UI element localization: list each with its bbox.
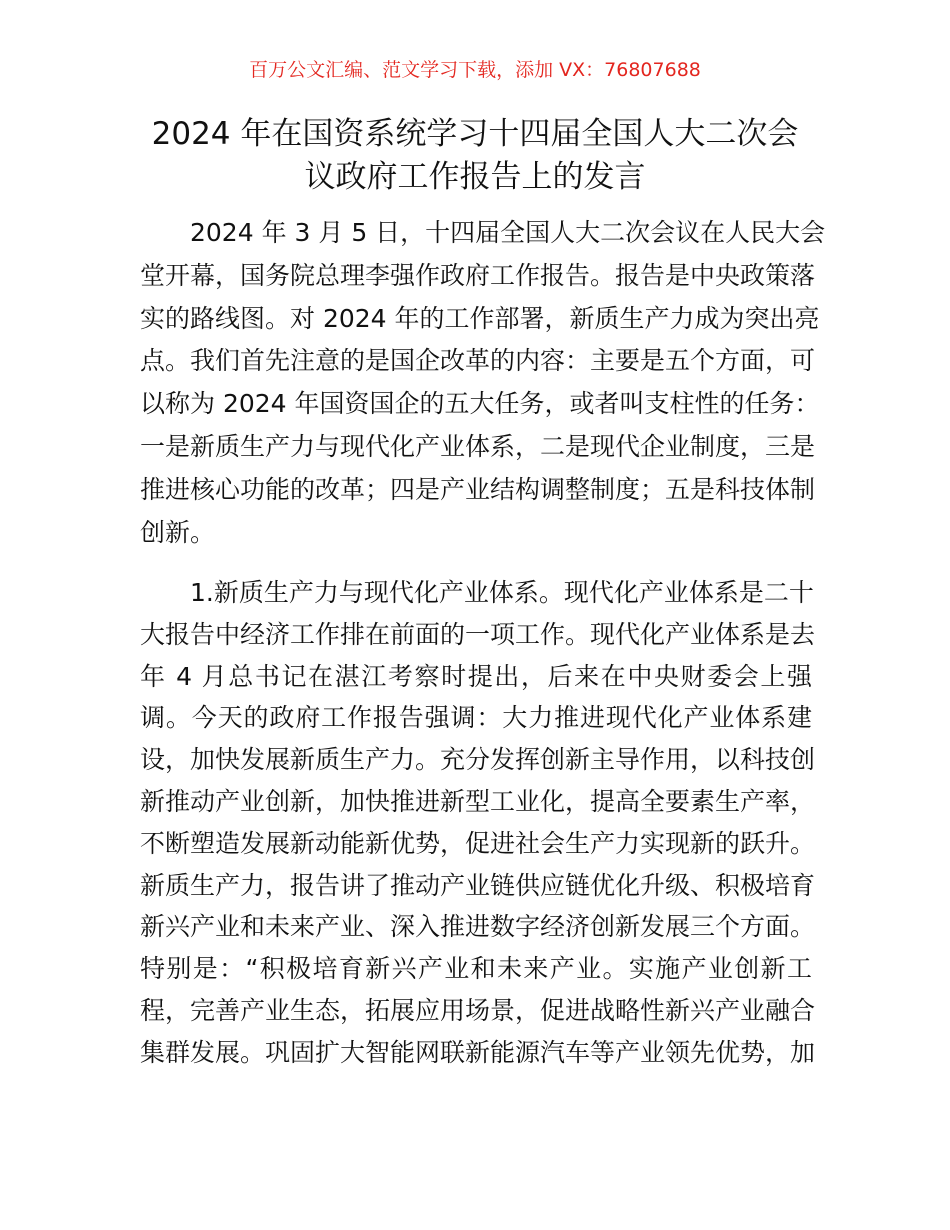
- text-line: 1.新质生产力与现代化产业体系。现代化产业体系是二十: [190, 578, 814, 607]
- watermark-header: 百万公文汇编、范文学习下载，添加 VX：76807688: [249, 59, 701, 81]
- text-line: 设，加快发展新质生产力。充分发挥创新主导作用，以科技创: [140, 745, 816, 775]
- text-line: 堂开幕，国务院总理李强作政府工作报告。报告是中央政策落: [140, 260, 816, 290]
- text-line: 大报告中经济工作排在前面的一项工作。现代化产业体系是去: [140, 619, 816, 649]
- title-line: 2024 年在国资系统学习十四届全国人大二次会: [151, 116, 799, 152]
- paragraph-section-1: [140, 572, 816, 1074]
- text-line: 集群发展。巩固扩大智能网联新能源汽车等产业领先优势，加: [140, 1037, 816, 1067]
- text-line: 调。今天的政府工作报告强调：大力推进现代化产业体系建: [140, 703, 812, 733]
- text-line: 创新。: [140, 517, 216, 547]
- text-line: 新推动产业创新，加快推进新型工业化，提高全要素生产率，: [140, 786, 816, 816]
- text-line: 2024 年 3 月 5 日，十四届全国人大二次会议在人民大会: [190, 218, 826, 247]
- document-title: [130, 113, 820, 199]
- text-line: 程，完善产业生态，拓展应用场景，促进战略性新兴产业融合: [140, 995, 816, 1025]
- text-line: 点。我们首先注意的是国企改革的内容：主要是五个方面，可: [140, 346, 816, 376]
- text-line: 一是新质生产力与现代化产业体系，二是现代企业制度，三是: [140, 431, 816, 461]
- title-line: 议政府工作报告上的发言: [304, 159, 646, 195]
- paragraph-intro: [140, 212, 826, 554]
- text-line: 特别是：“积极培育新兴产业和未来产业。实施产业创新工: [140, 954, 812, 984]
- text-line: 新质生产力，报告讲了推动产业链供应链优化升级、积极培育: [140, 870, 816, 900]
- text-line: 不断塑造发展新动能新优势，促进社会生产力实现新的跃升。: [140, 828, 816, 858]
- text-line: 新兴产业和未来产业、深入推进数字经济创新发展三个方面。: [140, 912, 816, 942]
- text-line: 实的路线图。对 2024 年的工作部署，新质生产力成为突出亮: [140, 303, 820, 333]
- text-line: 年 4 月总书记在湛江考察时提出，后来在中央财委会上强: [140, 661, 812, 691]
- text-line: 推进核心功能的改革；四是产业结构调整制度；五是科技体制: [140, 474, 816, 504]
- text-line: 以称为 2024 年国资国企的五大任务，或者叫支柱性的任务：: [140, 389, 820, 419]
